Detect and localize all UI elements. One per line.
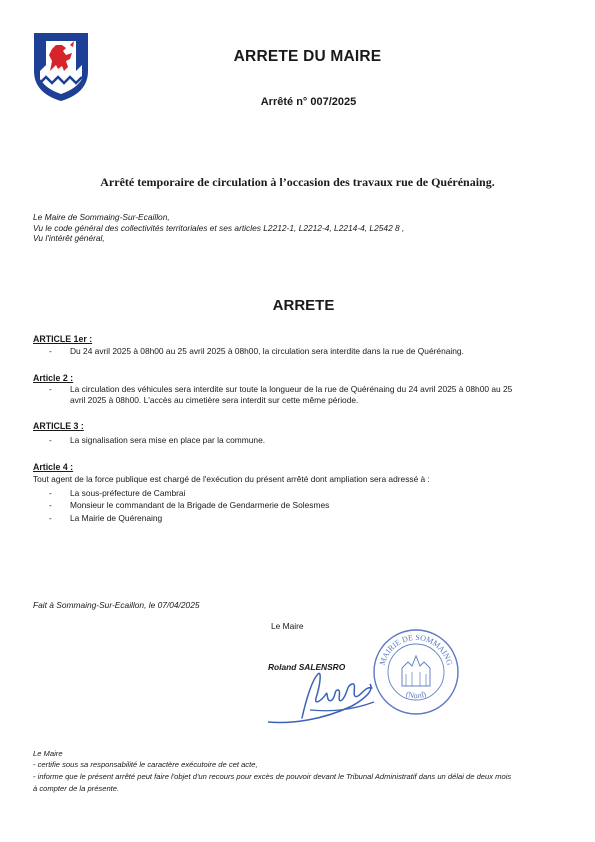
article-3-heading: ARTICLE 3 : bbox=[33, 421, 84, 431]
svg-text:(Nord) bbox=[405, 689, 428, 700]
article-3-text: La signalisation sera mise en place par la commune. bbox=[70, 435, 266, 445]
visa-line: Vu le code général des collectivités territoriales et ses articles L2212-1, L2212-4, L2214-4, L2542 8 , bbox=[33, 222, 405, 233]
footer-line: - informe que le présent arrêté peut faire l'objet d'un recours pour excès de pouvoir devant le Tribunal Administratif dans un délai de deux mois bbox=[33, 772, 512, 781]
article-4-heading: Article 4 : bbox=[33, 462, 74, 472]
article-4-intro: Tout agent de la force publique est chargé de l'exécution du présent arrêté dont ampliation sera adressé à : bbox=[33, 474, 430, 484]
footer-line: à compter de la présente. bbox=[33, 784, 120, 793]
document-title: ARRETE DU MAIRE bbox=[233, 48, 382, 65]
recipient-item: La sous-préfecture de Cambrai bbox=[70, 488, 186, 498]
svg-text:MAIRIE DE SOMMAING bbox=[378, 633, 455, 667]
footer-heading: Le Maire bbox=[33, 749, 63, 758]
article-2-line: avril 2025 à 08h00. L'accès au cimetière sera interdit sur cette même période. bbox=[70, 395, 359, 405]
recipient-item: La Mairie de Quérenaing bbox=[70, 513, 163, 523]
visa-line: Vu l'intérêt général, bbox=[33, 233, 105, 244]
bullet-dash: - bbox=[49, 500, 52, 510]
signatory-role: Le Maire bbox=[271, 621, 304, 631]
handwritten-signature bbox=[262, 660, 382, 732]
municipal-crest-icon bbox=[32, 31, 90, 103]
place-and-date: Fait à Sommaing-Sur-Ecaillon, le 07/04/2025 bbox=[33, 600, 200, 610]
arrete-heading: ARRETE bbox=[272, 297, 335, 314]
official-stamp-icon bbox=[372, 628, 460, 716]
visas-block bbox=[33, 212, 404, 244]
stamp-top-text: MAIRIE DE SOMMAING bbox=[377, 632, 455, 667]
recipient-item: Monsieur le commandant de la Brigade de Gendarmerie de Solesmes bbox=[70, 500, 330, 510]
signatory-name: Roland SALENSRO bbox=[268, 662, 346, 672]
article-1-text: Du 24 avril 2025 à 08h00 au 25 avril 2025 à 08h00, la circulation sera interdite dans la rue de Quérénaing. bbox=[70, 346, 464, 356]
bullet-dash: - bbox=[49, 435, 52, 445]
stamp-bottom-text: (Nord) bbox=[404, 689, 428, 701]
article-1-heading: ARTICLE 1er : bbox=[33, 334, 93, 344]
document-subject: Arrêté temporaire de circulation à l’occasion des travaux rue de Quérénaing. bbox=[100, 175, 495, 189]
arrete-number: Arrêté n° 007/2025 bbox=[260, 96, 357, 108]
bullet-dash: - bbox=[49, 513, 52, 523]
article-2-heading: Article 2 : bbox=[33, 373, 74, 383]
article-2-line: La circulation des véhicules sera interdite sur toute la longueur de la rue de Quérénaing du 24 avril 2025 à 08h00 au 25 bbox=[70, 384, 513, 394]
bullet-dash: - bbox=[49, 488, 52, 498]
visa-line: Le Maire de Sommaing-Sur-Ecaillon, bbox=[33, 212, 170, 222]
bullet-dash: - bbox=[49, 346, 52, 356]
footer-line: - certifie sous sa responsabilité le caractère exécutoire de cet acte, bbox=[33, 760, 258, 769]
bullet-dash: - bbox=[49, 384, 52, 394]
